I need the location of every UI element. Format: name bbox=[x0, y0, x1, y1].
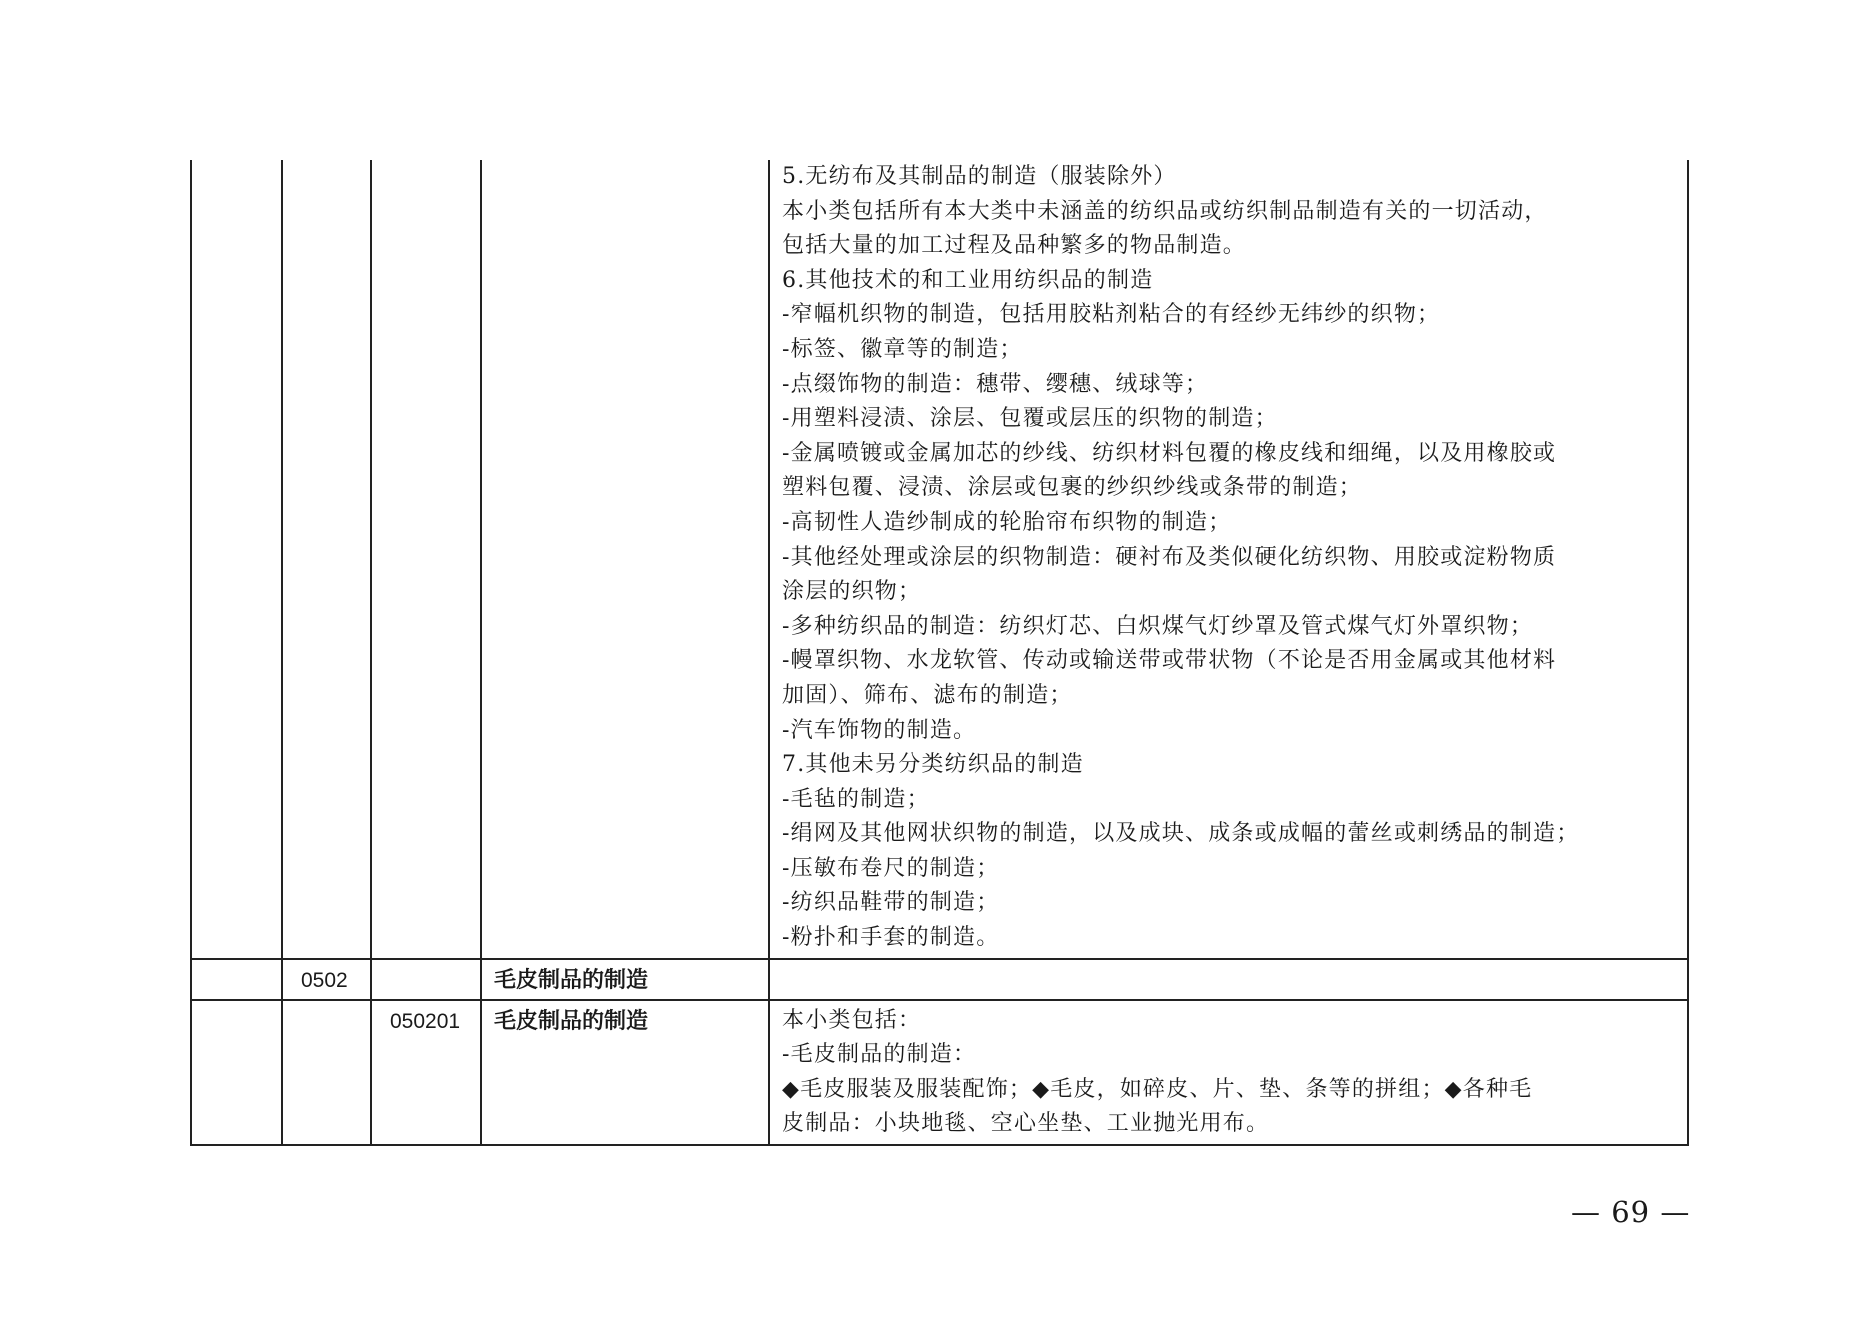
group-name: 毛皮制品的制造 bbox=[481, 959, 769, 1000]
group-code: 0502 bbox=[282, 959, 371, 1000]
description-line: -高韧性人造纱制成的轮胎帘布织物的制造； bbox=[782, 509, 1232, 535]
description-line: -毛皮制品的制造： bbox=[782, 1042, 977, 1068]
continuation-row bbox=[191, 160, 1688, 959]
description-line: -汽车饰物的制造。 bbox=[782, 717, 977, 743]
section-cell bbox=[191, 1000, 282, 1145]
description-line: 包括大量的加工过程及品种繁多的物品制造。 bbox=[782, 233, 1247, 259]
group-code-cell bbox=[282, 1000, 371, 1145]
description-line: -纺织品鞋带的制造； bbox=[782, 890, 1000, 916]
description-line: 皮制品：小块地毯、空心坐垫、工业抛光用布。 bbox=[782, 1111, 1270, 1137]
description-line: -绢网及其他网状织物的制造，以及成块、成条或成幅的蕾丝或刺绣品的制造； bbox=[782, 821, 1580, 847]
description-line: -毛毡的制造； bbox=[782, 786, 930, 812]
page-number: — 69 — bbox=[1571, 1195, 1691, 1229]
description-line: 加固）、筛布、滤布的制造； bbox=[782, 682, 1073, 708]
description-line: 7.其他未另分类纺织品的制造 bbox=[782, 752, 1084, 778]
section-cell bbox=[191, 160, 282, 959]
group-code-cell bbox=[282, 160, 371, 959]
description-line: 本小类包括： bbox=[782, 1007, 922, 1033]
class-code: 050201 bbox=[371, 1000, 481, 1145]
description-line: -窄幅机织物的制造，包括用胶粘剂粘合的有经纱无纬纱的织物； bbox=[782, 302, 1441, 328]
description-line: 5.无纺布及其制品的制造（服装除外） bbox=[782, 164, 1177, 189]
description-line: -压敏布卷尺的制造； bbox=[782, 855, 1000, 881]
section-cell bbox=[191, 959, 282, 1000]
class-code-cell bbox=[371, 160, 481, 959]
description-line: -用塑料浸渍、涂层、包覆或层压的织物的制造； bbox=[782, 406, 1278, 432]
group-row bbox=[191, 959, 1688, 1000]
class-name: 毛皮制品的制造 bbox=[481, 1000, 769, 1145]
description-line: -标签、徽章等的制造； bbox=[782, 336, 1023, 362]
description-line: -幔罩织物、水龙软管、传动或输送带或带状物（不论是否用金属或其他材料 bbox=[782, 648, 1557, 674]
description-line: 6.其他技术的和工业用纺织品的制造 bbox=[782, 267, 1154, 293]
description-line: 本小类包括所有本大类中未涵盖的纺织品或纺织制品制造有关的一切活动， bbox=[782, 198, 1548, 224]
description-line: -金属喷镀或金属加芯的纱线、纺织材料包覆的橡皮线和细绳，以及用橡胶或 bbox=[782, 440, 1557, 466]
description-line: -多种纺织品的制造：纺织灯芯、白炽煤气灯纱罩及管式煤气灯外罩织物； bbox=[782, 613, 1534, 639]
description-line: ◆毛皮服装及服装配饰；◆毛皮，如碎皮、片、垫、条等的拼组；◆各种毛 bbox=[782, 1076, 1533, 1102]
description-line: -粉扑和手套的制造。 bbox=[782, 925, 1000, 951]
description-cell bbox=[769, 959, 1688, 1000]
name-cell bbox=[481, 160, 769, 959]
description-line: -其他经处理或涂层的织物制造：硬衬布及类似硬化纺织物、用胶或淀粉物质 bbox=[782, 544, 1557, 570]
description-line: 塑料包覆、浸渍、涂层或包裹的纱织纱线或条带的制造； bbox=[782, 475, 1363, 501]
description-line: -点缀饰物的制造：穗带、缨穗、绒球等； bbox=[782, 371, 1209, 397]
class-row bbox=[191, 1000, 1688, 1145]
description-cell bbox=[769, 1000, 1688, 1145]
classification-table bbox=[190, 160, 1689, 1146]
class-code-cell bbox=[371, 959, 481, 1000]
description-line: 涂层的织物； bbox=[782, 579, 922, 605]
description-cell bbox=[769, 160, 1688, 959]
